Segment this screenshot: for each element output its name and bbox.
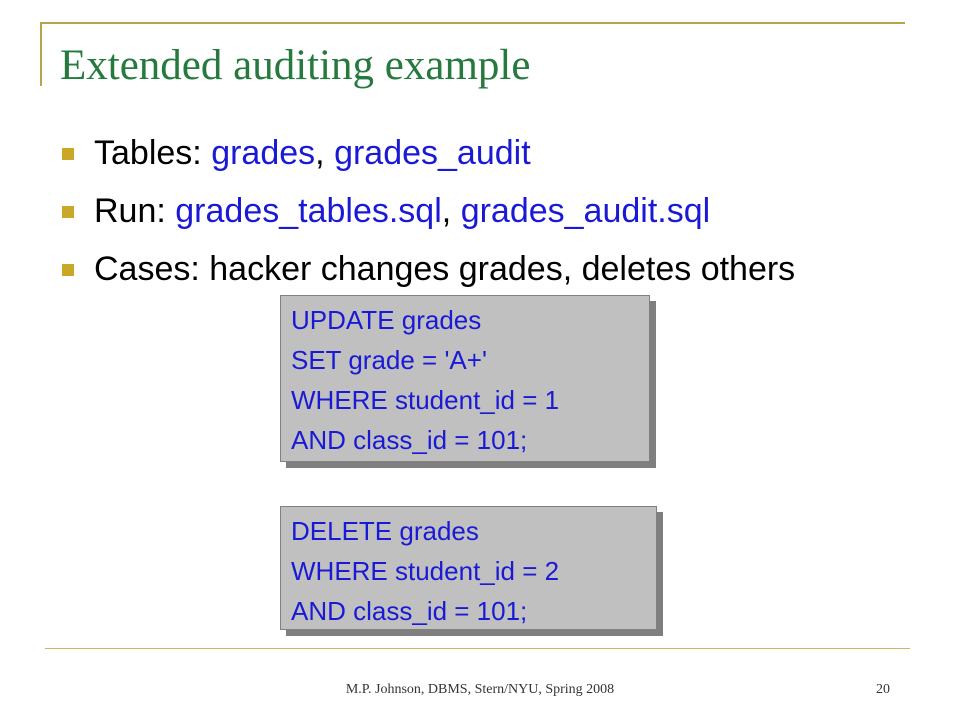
code-line: AND class_id = 101; (291, 425, 528, 455)
script-name-grades-tables: grades_tables.sql (175, 192, 442, 230)
code-line: UPDATE grades (291, 305, 482, 335)
slide-frame-left-line (40, 22, 42, 86)
update-statement-box (280, 295, 650, 462)
slide-frame-top-line (40, 22, 905, 24)
bullet-list (62, 130, 842, 304)
bullet-separator: , (315, 134, 335, 172)
bullet-tables (62, 130, 842, 176)
script-name-grades-audit: grades_audit.sql (460, 192, 711, 230)
bullet-run-prefix: Run: (94, 192, 176, 230)
delete-statement-box (280, 506, 657, 630)
code-line: DELETE grades (291, 516, 479, 546)
square-bullet-icon (62, 206, 74, 218)
code-line: SET grade = 'A+' (291, 345, 487, 375)
code-line: AND class_id = 101; (291, 596, 528, 626)
footer-divider (45, 648, 910, 649)
bullet-cases-text: Cases: hacker changes grades, deletes others (94, 250, 796, 288)
bullet-run (62, 188, 842, 234)
table-name-grades-audit: grades_audit (334, 134, 531, 172)
slide-title: Extended auditing example (60, 42, 531, 89)
table-name-grades: grades (211, 134, 316, 172)
page-number: 20 (876, 682, 890, 697)
code-line: WHERE student_id = 1 (291, 385, 560, 415)
bullet-cases (62, 246, 842, 292)
square-bullet-icon (62, 148, 74, 160)
slide-footer: M.P. Johnson, DBMS, Stern/NYU, Spring 2008 (345, 682, 615, 697)
code-line: WHERE student_id = 2 (291, 556, 560, 586)
bullet-separator: , (441, 192, 461, 230)
square-bullet-icon (62, 264, 74, 276)
bullet-tables-prefix: Tables: (94, 134, 212, 172)
